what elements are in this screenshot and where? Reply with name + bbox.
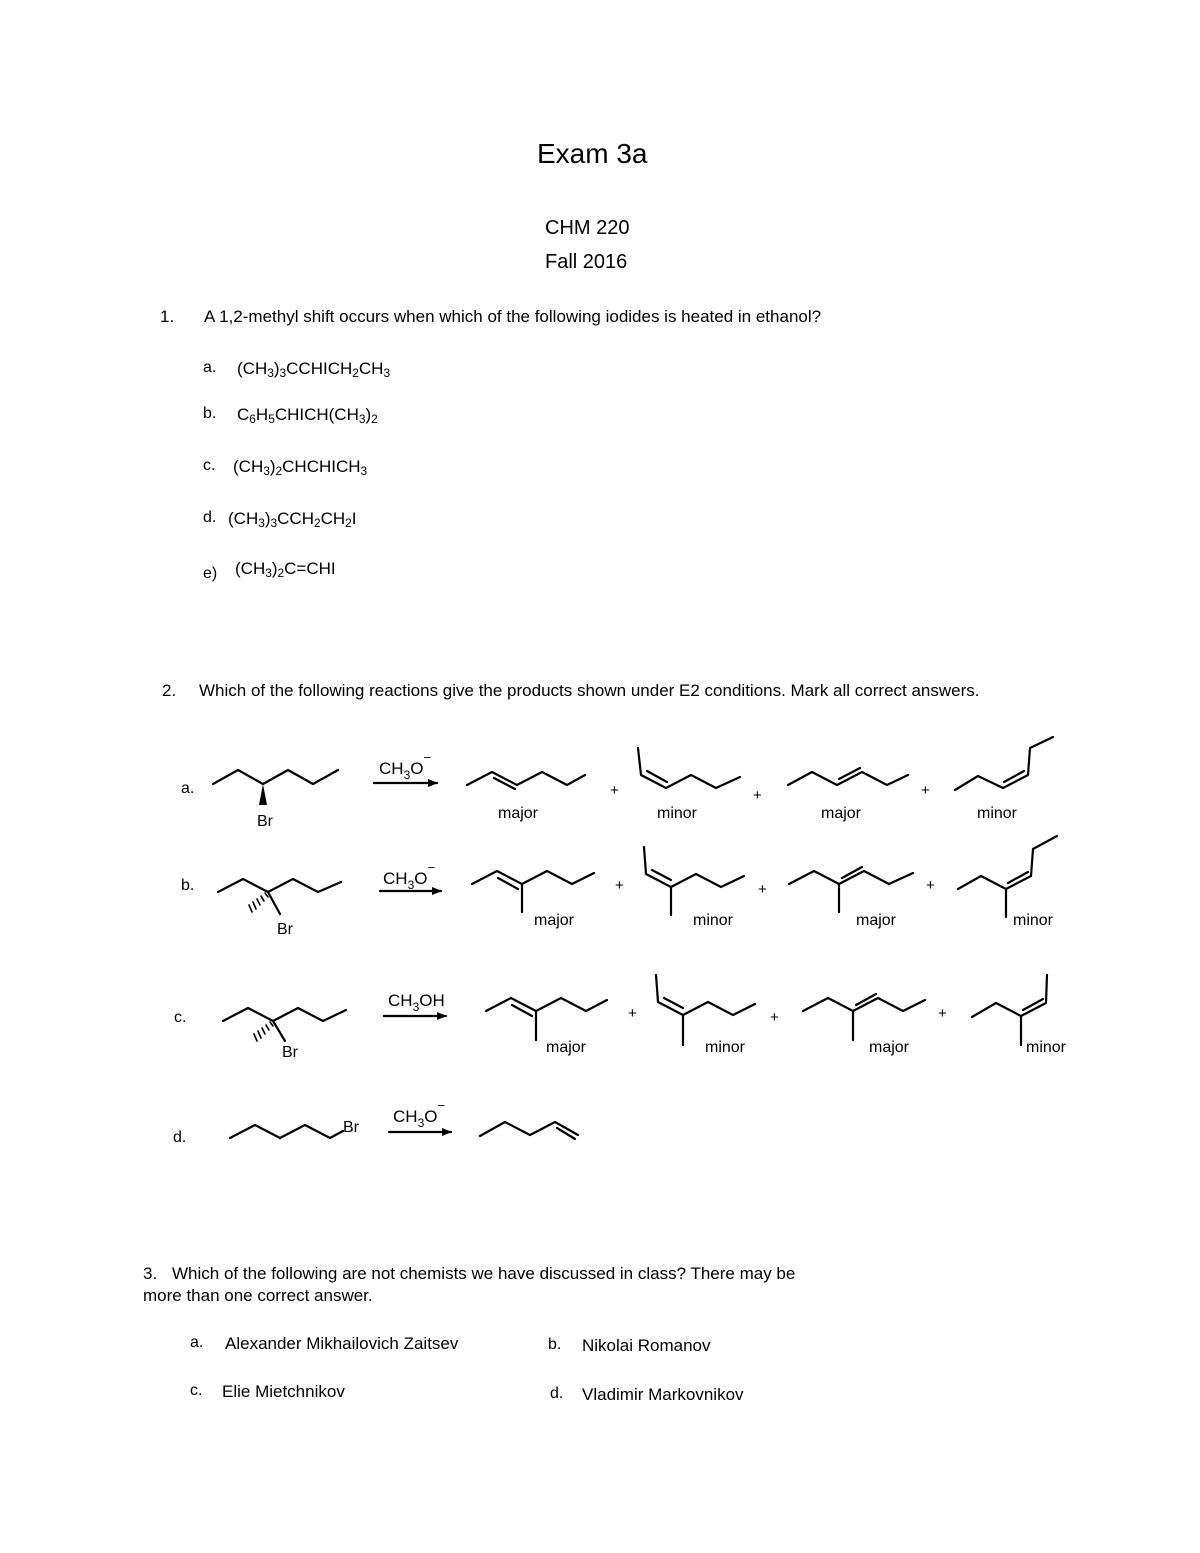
product-structure xyxy=(958,836,1057,889)
q3-option-name: Vladimir Markovnikov xyxy=(582,1385,744,1404)
q3-text-line2: more than one correct answer. xyxy=(143,1286,373,1305)
reaction-d-label: d. xyxy=(173,1129,187,1146)
q3-option-label: c. xyxy=(190,1382,203,1399)
product-label: minor xyxy=(1026,1039,1067,1056)
q1-number: 1. xyxy=(160,307,175,326)
double-bond xyxy=(557,1128,575,1139)
q2-number: 2. xyxy=(162,681,177,700)
product-label: minor xyxy=(705,1039,746,1056)
q1-option-formula: $(CH_3)_2CHCHICH_3$ xyxy=(233,457,368,478)
plus-sign: + xyxy=(938,1005,947,1022)
hash-bond xyxy=(254,1022,273,1041)
q3-number: 3. xyxy=(143,1264,158,1283)
bromine-bond xyxy=(273,1021,285,1041)
q1-option-label: a. xyxy=(203,359,217,376)
q1-option-label: d. xyxy=(203,509,217,526)
wedge-bond xyxy=(259,784,267,805)
q1-option-label: b. xyxy=(203,405,217,422)
course-code: CHM 220 xyxy=(545,217,630,239)
reaction-d-substrate xyxy=(230,1125,343,1138)
reaction-a-label: a. xyxy=(181,780,195,797)
product-label: major xyxy=(498,805,539,822)
reaction-b-substrate xyxy=(218,879,341,892)
reaction-c-label: c. xyxy=(174,1009,187,1026)
product-label: minor xyxy=(657,805,698,822)
product-label: major xyxy=(869,1039,910,1056)
plus-sign: + xyxy=(615,877,624,894)
product-structure xyxy=(480,1122,578,1136)
q3-option-name: Alexander Mikhailovich Zaitsev xyxy=(225,1334,459,1353)
q3-option-name: Nikolai Romanov xyxy=(582,1336,711,1355)
product-label: major xyxy=(856,912,897,929)
q3-option-name: Elie Mietchnikov xyxy=(222,1382,345,1401)
reaction-c-reagent: $CH_3OH$ xyxy=(388,991,445,1014)
bromine-bond xyxy=(268,892,280,914)
bromine-label: Br xyxy=(277,921,293,938)
product-label: minor xyxy=(1013,912,1054,929)
product-label: major xyxy=(546,1039,587,1056)
q3-option-label: b. xyxy=(548,1336,562,1353)
plus-sign: + xyxy=(758,881,767,898)
reaction-d-reagent: $CH_3O^-$ xyxy=(393,1098,446,1130)
product-structure xyxy=(644,847,744,887)
reaction-b-label: b. xyxy=(181,877,195,894)
q1-option-formula: $(CH_3)_3CCH_2CH_2I$ xyxy=(228,509,357,530)
q1-option-label: e) xyxy=(203,565,218,582)
plus-sign: + xyxy=(770,1009,779,1026)
plus-sign: + xyxy=(610,782,619,799)
product-label: major xyxy=(534,912,575,929)
q2-text: Which of the following reactions give the products shown under E2 conditions. Mark all correct answers. xyxy=(199,681,980,700)
hash-bond xyxy=(249,893,268,912)
plus-sign: + xyxy=(921,782,930,799)
q1-option-formula: $C_6H_5CHICH(CH_3)_2$ xyxy=(237,405,378,426)
double-bond xyxy=(1023,999,1043,1010)
double-bond xyxy=(1008,872,1028,883)
q1-option-formula: $(CH_3)_3CCHICH_2CH_3$ xyxy=(237,359,391,380)
page-title: Exam 3a xyxy=(537,138,648,169)
q3-text-line1: Which of the following are not chemists we have discussed in class? There may be xyxy=(172,1264,796,1283)
bromine-label: Br xyxy=(257,813,273,830)
q3-option-label: d. xyxy=(550,1385,564,1402)
term: Fall 2016 xyxy=(545,251,628,273)
plus-sign: + xyxy=(628,1005,637,1022)
plus-sign: + xyxy=(926,877,935,894)
product-label: major xyxy=(821,805,862,822)
double-bond xyxy=(1004,771,1024,782)
product-label: minor xyxy=(693,912,734,929)
bromine-label: Br xyxy=(282,1044,298,1061)
product-structure xyxy=(486,998,607,1011)
q3-option-label: a. xyxy=(190,1334,204,1351)
product-label: minor xyxy=(977,805,1018,822)
product-structure xyxy=(472,871,594,884)
q1-option-formula: $(CH_3)_2C=CHI$ xyxy=(235,559,336,580)
reaction-a-substrate xyxy=(213,770,338,784)
reaction-a-reagent: $CH_3O^-$ xyxy=(379,750,432,782)
plus-sign: + xyxy=(753,787,762,804)
reaction-b-reagent: $CH_3O^-$ xyxy=(383,860,436,892)
reaction-c-substrate xyxy=(223,1008,346,1021)
product-structure xyxy=(656,975,755,1015)
product-structure xyxy=(638,748,740,788)
q1-option-label: c. xyxy=(203,457,216,474)
bromine-label: Br xyxy=(343,1119,359,1136)
product-structure xyxy=(972,975,1047,1017)
product-structure xyxy=(467,772,585,785)
q1-text: A 1,2-methyl shift occurs when which of the following iodides is heated in ethanol? xyxy=(204,307,822,326)
